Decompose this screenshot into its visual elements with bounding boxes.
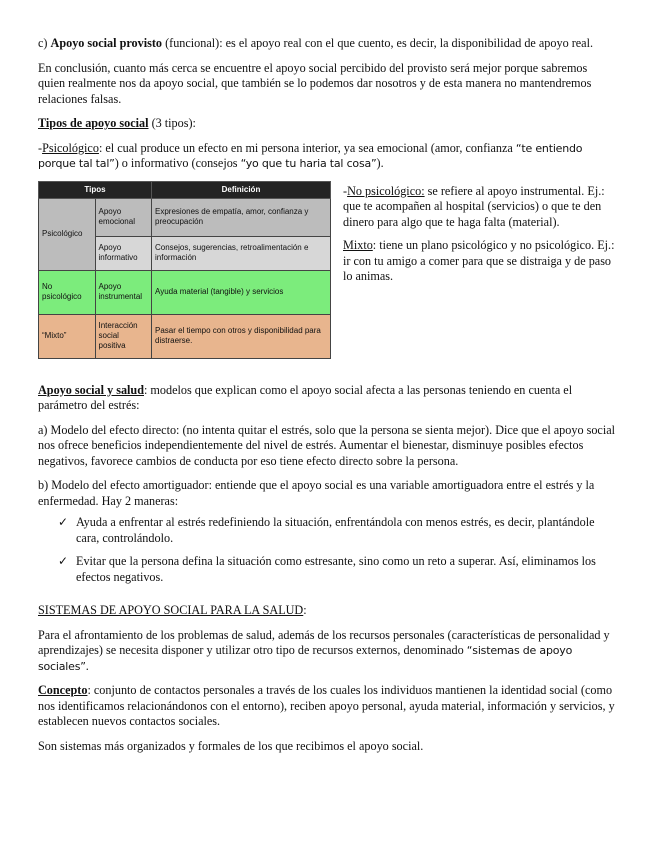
paragraph-modelo-directo: a) Modelo del efecto directo: (no intenta quitar el estrés, solo que la persona se sienta mejor). Dice que el apoyo social nos ofrece beneficios independientemente del nivel de estrés. Aumentar el bienestar, disminuye posibles efectos negativos, favorece cambios de conducta por eso tiene efecto directo sobre la persona. (38, 422, 616, 468)
table-row: Apoyo informativo Consejos, sugerencias, retroalimentación e información (39, 236, 331, 270)
paragraph-mixto: Mixto: tiene un plano psicológico y no psicológico. Ej.: ir con tu amigo a comer para que se distraiga y de paso lo animas. (343, 238, 615, 283)
paragraph-apoyo-salud: Apoyo social y salud: modelos que explican como el apoyo social afecta a las personas teniendo en cuenta el parámetro del estrés: (38, 382, 573, 412)
table-row: Psicológico Apoyo emocional Expresiones de empatía, amor, confianza y preocupación (39, 198, 331, 236)
cell-no-psicologico: No psicológico (39, 270, 96, 314)
bullet-list (38, 515, 616, 585)
table-row: “Mixto” Interacción social positiva Pasar el tiempo con otros y disponibilidad para distraerse. (39, 314, 331, 358)
heading-sistemas: SISTEMAS DE APOYO SOCIAL PARA LA SALUD: (38, 603, 307, 617)
paragraph-concepto: Concepto: conjunto de contactos personales a través de los cuales los individuos mantienen la identidad social (como nos identificamos relacionándonos con el entorno), reciben apoyo personal, ayuda material, información y servicios, y establecen nuevos contactos sociales. (38, 683, 615, 728)
term-apoyo-provisto: Apoyo social provisto (50, 36, 163, 50)
paragraph-final: Son sistemas más organizados y formales de los que recibimos el apoyo social. (38, 738, 424, 753)
cell-mixto: “Mixto” (39, 314, 96, 358)
table-section (38, 181, 616, 359)
paragraph-apoyo-provisto: c) Apoyo social provisto (funcional): es el apoyo real con el que cuento, es decir, la disponibilidad de apoyo real. (38, 36, 594, 50)
check-icon: ✓ (58, 515, 69, 529)
list-item: ✓ Ayuda a enfrentar al estrés redefiniendo la situación, enfrentándola con menos estrés, es decir, plantándole cara, controlándolo. (58, 515, 595, 545)
paragraph-afrontamiento: Para el afrontamiento de los problemas de salud, además de los recursos personales (características de personalidad y aprendizajes) se necesita disponer y utilizar otro tipo de recursos externos, denominado “sistemas de apoyo sociales”. (38, 627, 610, 673)
list-item: ✓ Evitar que la persona defina la situación como estresante, sino como un reto a superar. Así, eliminamos los efectos negativos. (58, 554, 596, 584)
table-header-definicion: Definición (152, 181, 331, 198)
table-row: No psicológico Apoyo instrumental Ayuda material (tangible) y servicios (39, 270, 331, 314)
table-header-tipos: Tipos (39, 181, 152, 198)
heading-tipos: Tipos de apoyo social (3 tipos): (38, 116, 196, 130)
paragraph-psicologico: -Psicológico: el cual produce un efecto en mi persona interior, ya sea emocional (amor, confianza “te entiendo porque tal tal”) o informativo (consejos “yo que tu haria tal cosa”). (38, 140, 583, 170)
cell-psicologico: Psicológico (39, 198, 96, 270)
check-icon: ✓ (58, 554, 69, 568)
document-page (38, 36, 616, 763)
paragraph-no-psicologico: -No psicológico: se refiere al apoyo instrumental. Ej.: que te acompañen al hospital (servicios) o que te den dinero para algo que te haga falta (material). (343, 183, 605, 229)
side-notes (343, 184, 616, 293)
paragraph-modelo-amortiguador: b) Modelo del efecto amortiguador: entiende que el apoyo social es una variable amortiguadora entre el estrés y la enfermedad. Hay 2 maneras: (38, 478, 595, 508)
paragraph-conclusion: En conclusión, cuanto más cerca se encuentre el apoyo social percibido del provisto será mejor porque sabremos quien realmente nos da apoyo social, que también se lo podemos dar nosotros y de esta manera no mantendremos relaciones falsas. (38, 60, 592, 106)
support-types-table (38, 181, 331, 359)
